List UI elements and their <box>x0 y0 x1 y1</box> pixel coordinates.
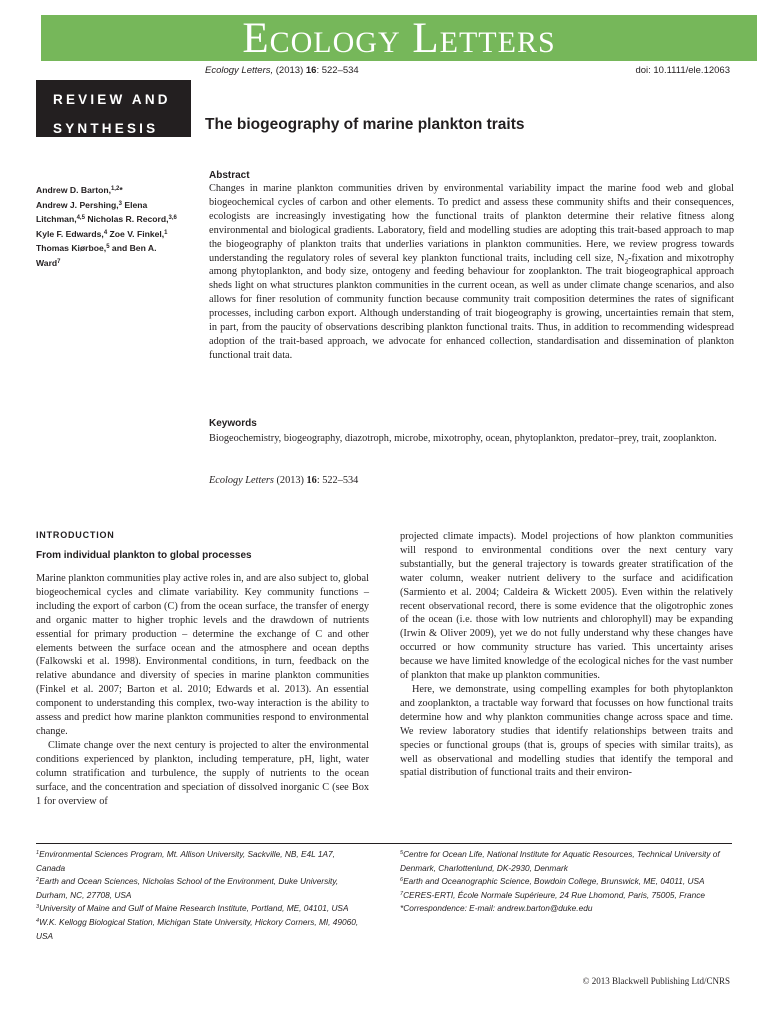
author-line: Kyle F. Edwards,$^4$ Zoe V. Finkel,$^1$ <box>36 228 168 239</box>
author-line: Andrew J. Pershing,$^3$ Elena <box>36 199 148 210</box>
correspondence-email[interactable]: *Correspondence: E-mail: andrew.barton@duke.edu <box>400 903 593 914</box>
footnotes-right <box>400 848 735 916</box>
footnote: $^3$University of Maine and Gulf of Maine Research Institute, Portland, ME, 04101, USA <box>36 903 349 914</box>
introduction-subheading: From individual plankton to global processes <box>36 550 252 561</box>
author-line: Andrew D. Barton,$^{1,2}$* <box>36 185 123 195</box>
body-column-left <box>36 572 369 808</box>
footnotes-left <box>36 848 366 943</box>
footnote: $^1$Environmental Sciences Program, Mt. Allison University, Sackville, NB, E4L 1A7, Canada <box>36 849 335 873</box>
author-line: Litchman,$^{4,5}$ Nicholas R. Record,$^{3,6}$ <box>36 214 177 225</box>
footnote: $^5$Centre for Ocean Life, National Institute for Aquatic Resources, Technical University of Denmark, Charlottenlund, DK-2930, Denmark <box>400 849 720 873</box>
article-title: The biogeography of marine plankton traits <box>205 116 525 133</box>
journal-title: Ecology Letters <box>242 15 556 62</box>
footnote: $^6$Earth and Oceanographic Science, Bowdoin College, Brunswick, ME, 04011, USA <box>400 876 705 887</box>
footnote: $^4$W.K. Kellogg Biological Station, Michigan State University, Hickory Corners, MI, 49060, USA <box>36 916 359 941</box>
citation-line: Ecology Letters (2013) 16: 522–534 <box>209 475 359 486</box>
introduction-heading: INTRODUCTION <box>36 530 115 540</box>
journal-citation: Ecology Letters, (2013) 16: 522–534 <box>205 65 359 76</box>
footnote: $^2$Earth and Ocean Sciences, Nicholas School of the Environment, Duke University, Durham, NC, 27708, USA <box>36 876 339 900</box>
author-line: Ward$^7$ <box>36 257 61 268</box>
section-label: REVIEW AND SYNTHESIS <box>36 80 191 137</box>
paragraph: Climate change over the next century is projected to alter the environmental conditions experienced by plankton, including temperature, pH, light, water column stratification and turbulence, the supply of nutrients to the ocean surface, and the concentration and speciation of dissolved inorganic C (see Box 1 for overview of <box>36 739 369 807</box>
author-list <box>36 183 196 271</box>
copyright-notice: © 2013 Blackwell Publishing Ltd/CNRS <box>582 976 730 986</box>
keywords-heading: Keywords <box>209 418 257 429</box>
journal-banner <box>41 15 757 61</box>
paragraph: Marine plankton communities play active roles in, and are also subject to, global biogeochemical cycles and climate variability. Key community functions – including the export of carbon (C) from the ocean surface, the transfer of energy and organic matter to higher trophic levels and the drawdown of nutrients essential for primary production – determine the exchange of C and other elements between the surface ocean and the atmosphere and ocean depths (Falkowski et al. 1998). Environmental conditions, in turn, feedback on the relative abundance and diversity of species in marine plankton communities (Finkel et al. 2007; Barton et al. 2010; Edwards et al. 2013). An essential component to understanding this complex, two-way interaction is the ability to assess and predict how marine plankton communities respond to environmental change. <box>36 573 369 737</box>
paragraph: projected climate impacts). Model projections of how plankton communities will respond to environmental conditions over the next century vary substantially, but the general trajectory is towards greater stratification of the water column, weaker nutrient delivery to the surface and acidification (Sarmiento et al. 2004; Caldeira & Wickett 2005). Even within the relatively recent observational record, there is some evidence that the oligotrophic zones of the ocean (i.e. those with low nutrients and chlorophyll) may be expanding (Irwin & Oliver 2009), yet we do not fully understand why these changes have occurred or how community structure has varied. This uncertainty arises because we have limited knowledge of the ecological niches for the vast number of plankton that make up plankton communities. <box>400 531 733 682</box>
keywords-text: Biogeochemistry, biogeography, diazotroph, microbe, mixotrophy, ocean, phytoplankton, predator–prey, trait, zooplankton. <box>209 433 717 444</box>
abstract-text: Changes in marine plankton communities driven by environmental variability impact the marine food web and global biogeochemical cycles of carbon and other elements. To predict and assess these community shifts and their consequences, ecologists are increasingly investigating how the functional traits of plankton determine their relative fitness along environmental and biological gradients. Laboratory, field and modelling studies are adopting this trait-based approach to map the biogeography of plankton traits that underlies variations in plankton communities. Here, we review progress towards understanding the regulatory roles of several key plankton functional traits, including cell size, $N_2$-fixation and mixotrophy among phytoplankton, and body size, ontogeny and feeding behaviour for zooplankton. The trait biogeographical approach sheds light on what structures plankton communities in the current ocean, as well as under climate change scenarios, and also allows for finer resolution of community function because community trait composition determines the rates of significant processes, including carbon export. Although understanding of trait biogeography is growing, uncertainties remain that stem, in part, from the paucity of observations describing plankton functional traits. Thus, in addition to recommending widespread adoption of the trait-based approach, we advocate for enhanced collection, standardisation and dissemination of plankton functional trait data. <box>209 183 734 361</box>
author-line: Thomas Kiørboe,$^5$ and Ben A. <box>36 243 157 254</box>
footnote: $^7$CERES-ERTI, École Normale Supérieure, 24 Rue Lhomond, Paris, 75005, France <box>400 889 705 900</box>
doi[interactable]: doi: 10.1111/ele.12063 <box>635 65 730 76</box>
body-column-right <box>400 530 733 780</box>
abstract-heading: Abstract <box>209 170 250 181</box>
footnote-divider <box>36 843 732 844</box>
paragraph: Here, we demonstrate, using compelling examples for both phytoplankton and zooplankton, a tractable way forward that focusses on how functional traits determine how and why plankton communities change across space and time. We review laboratory studies that identify relationships between traits and species or functional groups (that is, groups of species with similar traits), as well as observational and modelling studies that identify the temporal and spatial distribution of functional traits and their environ- <box>400 683 733 779</box>
